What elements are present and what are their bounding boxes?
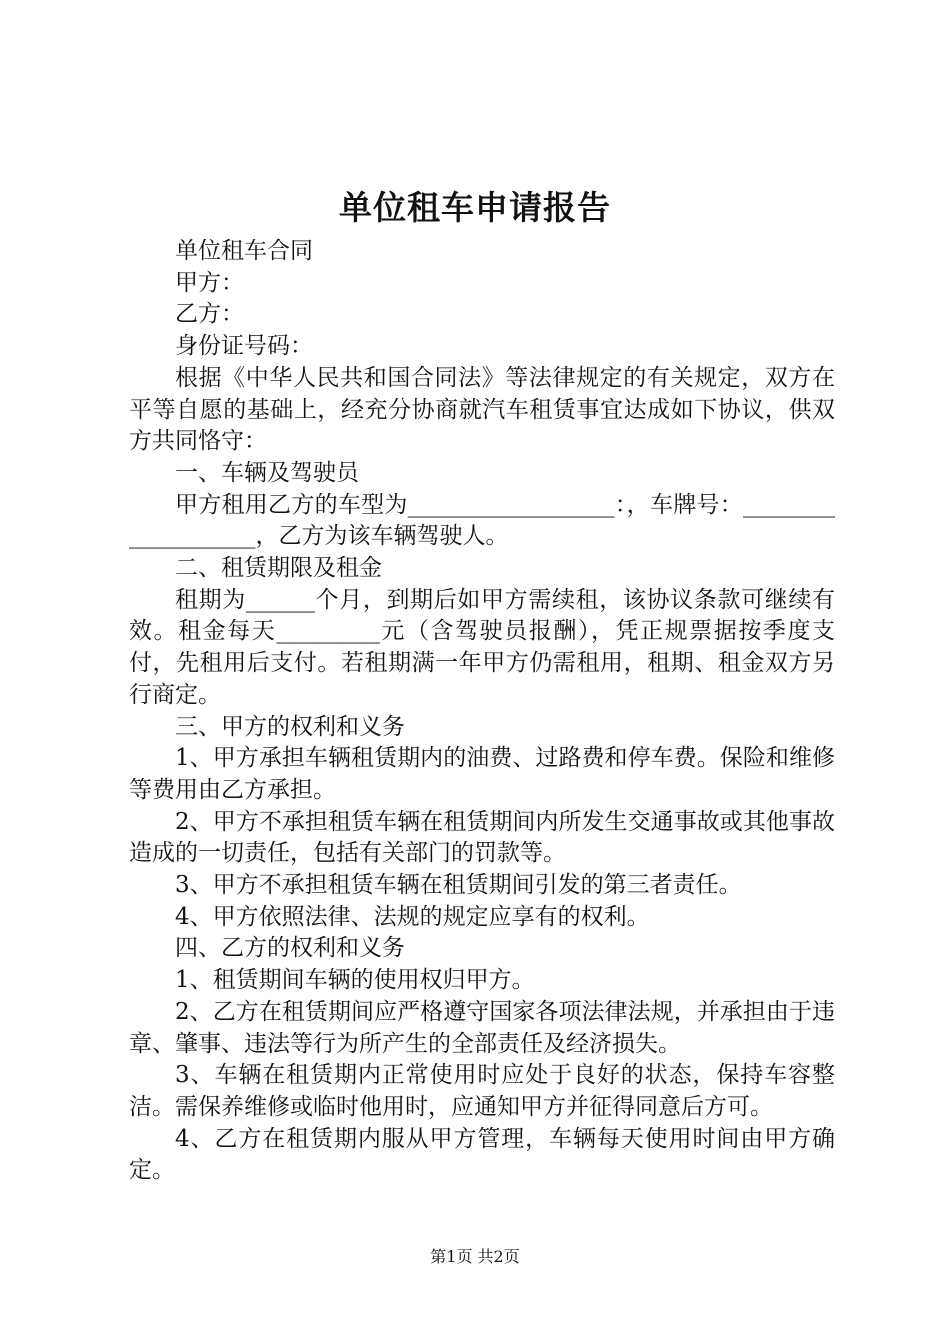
page-footer: 第1页 共2页 <box>430 1247 520 1266</box>
paragraph: 3、车辆在租赁期内正常使用时应处于良好的状态，保持车容整洁。需保养维修或临时他用时，应通知甲方并征得同意后方可。 <box>129 1062 835 1120</box>
document-body <box>129 236 835 1187</box>
paragraph: 2、甲方不承担租赁车辆在租赁期间内所发生交通事故或其他事故造成的一切责任，包括有关部门的罚款等。 <box>129 808 835 867</box>
section-heading: 一、车辆及驾驶员 <box>175 459 359 486</box>
paragraph: 根据《中华人民共和国合同法》等法律规定的有关规定，双方在平等自愿的基础上，经充分协商就汽车租赁事宜达成如下协议，供双方共同恪守： <box>129 364 835 455</box>
paragraph: 乙方： <box>175 301 244 328</box>
paragraph: 2、乙方在租赁期间应严格遵守国家各项法律法规，并承担由于违章、肇事、违法等行为所产生的全部责任及经济损失。 <box>129 998 835 1057</box>
paragraph: 单位租车合同 <box>175 238 313 264</box>
paragraph: 租期为______个月，到期后如甲方需续租，该协议条款可继续有效。租金每天_________元（含驾驶员报酬），凭正规票据按季度支付，先租用后支付。若租期满一年甲方仍需租用，租期、租金双方另行商定。 <box>129 586 835 708</box>
section-heading: 二、租赁期限及租金 <box>175 555 382 582</box>
paragraph: 3、甲方不承担租赁车辆在租赁期间引发的第三者责任。 <box>175 872 742 899</box>
paragraph: 身份证号码： <box>175 333 313 360</box>
paragraph: 4、乙方在租赁期内服从甲方管理，车辆每天使用时间由甲方确定。 <box>129 1125 835 1184</box>
paragraph: 1、甲方承担车辆租赁期内的油费、过路费和停车费。保险和维修等费用由乙方承担。 <box>129 745 835 803</box>
paragraph: 甲方租用乙方的车型为__________________：，车牌号：___________________，乙方为该车辆驾驶人。 <box>129 491 835 550</box>
section-heading: 三、甲方的权利和义务 <box>175 713 405 740</box>
paragraph: 甲方： <box>175 269 244 296</box>
document-title: 单位租车申请报告 <box>339 188 611 227</box>
section-heading: 四、乙方的权利和义务 <box>175 935 405 962</box>
paragraph: 4、甲方依照法律、法规的规定应享有的权利。 <box>175 903 650 930</box>
paragraph: 1、租赁期间车辆的使用权归甲方。 <box>175 967 535 994</box>
